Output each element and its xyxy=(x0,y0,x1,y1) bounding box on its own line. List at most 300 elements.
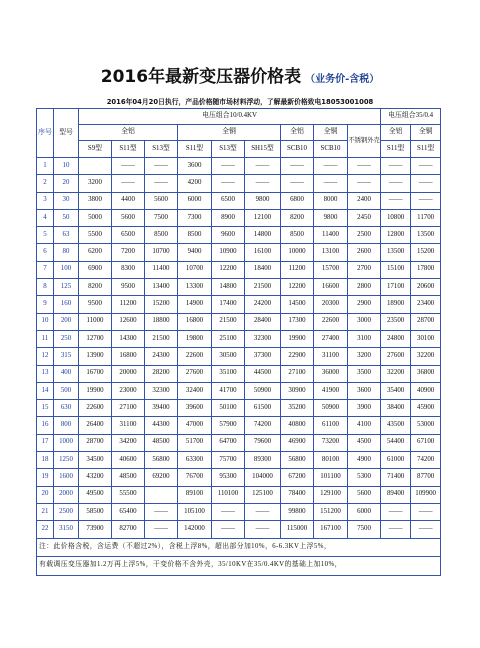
price-cell: 13900 xyxy=(79,348,112,365)
row-model: 20 xyxy=(54,175,79,192)
row-seq: 22 xyxy=(37,521,54,538)
table-row xyxy=(37,313,441,330)
price-cell: 12100 xyxy=(245,209,281,226)
price-cell: 104000 xyxy=(245,469,281,486)
row-model: 200 xyxy=(54,313,79,330)
price-cell: 67100 xyxy=(411,434,441,451)
price-cell: 21500 xyxy=(245,279,281,296)
price-cell: 32200 xyxy=(411,348,441,365)
table-row xyxy=(37,244,441,261)
price-cell: 9600 xyxy=(212,227,245,244)
price-cell: 167100 xyxy=(314,521,348,538)
price-cell: 48500 xyxy=(145,434,178,451)
price-cell: 7500 xyxy=(348,521,381,538)
price-cell: 11400 xyxy=(314,227,348,244)
price-cell: —— xyxy=(411,158,441,175)
table-row xyxy=(37,348,441,365)
price-cell: 20000 xyxy=(112,365,145,382)
price-cell: 79600 xyxy=(245,434,281,451)
price-cell: 44300 xyxy=(145,417,178,434)
table-row xyxy=(37,417,441,434)
price-cell: 14900 xyxy=(178,296,212,313)
dry-all-copper-header: 全铜 xyxy=(314,125,348,141)
row-model: 315 xyxy=(54,348,79,365)
row-model: 10 xyxy=(54,158,79,175)
price-cell: 38400 xyxy=(381,400,411,417)
price-cell: 9400 xyxy=(178,244,212,261)
price-cell: 80100 xyxy=(314,452,348,469)
price-cell: 8200 xyxy=(281,209,314,226)
price-cell: 6500 xyxy=(112,227,145,244)
effective-date-notice: 2016年04月20日执行，产品价格随市场材料浮动，了解最新价格致电18053001008 xyxy=(106,98,374,106)
price-cell: —— xyxy=(212,503,245,520)
price-cell: 13300 xyxy=(178,279,212,296)
price-cell: 14800 xyxy=(245,227,281,244)
row-seq: 16 xyxy=(37,417,54,434)
price-cell: 27600 xyxy=(178,365,212,382)
table-row xyxy=(37,279,441,296)
price-cell: —— xyxy=(411,192,441,209)
price-cell: 22600 xyxy=(314,313,348,330)
s9-al-header: S9型 xyxy=(79,141,112,158)
price-cell: 16100 xyxy=(245,244,281,261)
price-cell: 58500 xyxy=(79,503,112,520)
price-cell: 22600 xyxy=(178,348,212,365)
row-model: 630 xyxy=(54,400,79,417)
row-seq: 1 xyxy=(37,158,54,175)
price-cell: 89400 xyxy=(381,486,411,503)
page-title xyxy=(0,62,480,87)
price-cell: —— xyxy=(314,158,348,175)
price-cell: —— xyxy=(145,158,178,175)
row-seq: 21 xyxy=(37,503,54,520)
price-cell: 23000 xyxy=(112,382,145,399)
price-cell: 4100 xyxy=(348,417,381,434)
price-cell: 6000 xyxy=(348,503,381,520)
price-cell: 3600 xyxy=(178,158,212,175)
price-cell: 4400 xyxy=(112,192,145,209)
price-cell: 13400 xyxy=(145,279,178,296)
price-cell: 9500 xyxy=(112,279,145,296)
price-cell: 49500 xyxy=(79,486,112,503)
scb10-cu-header: SCB10 xyxy=(314,141,348,158)
price-cell: 7300 xyxy=(178,209,212,226)
price-cell xyxy=(145,486,178,503)
price-cell: 12700 xyxy=(79,330,112,347)
price-cell: 18900 xyxy=(381,296,411,313)
price-cell: 3600 xyxy=(348,382,381,399)
price-cell: 74200 xyxy=(411,452,441,469)
price-cell: 10900 xyxy=(212,244,245,261)
price-cell: —— xyxy=(381,175,411,192)
35kv-all-copper-header: 全铜 xyxy=(411,125,441,141)
price-cell: 8900 xyxy=(212,209,245,226)
row-seq: 19 xyxy=(37,469,54,486)
price-cell: 6900 xyxy=(79,261,112,278)
voltage-35kv-header: 电压组合35/0.4 xyxy=(381,109,441,125)
row-model: 1250 xyxy=(54,452,79,469)
price-cell: 14500 xyxy=(281,296,314,313)
row-model: 250 xyxy=(54,330,79,347)
s13-al-header: S13型 xyxy=(145,141,178,158)
price-cell: 17100 xyxy=(381,279,411,296)
price-cell: 110100 xyxy=(212,486,245,503)
price-cell: 18800 xyxy=(145,313,178,330)
price-cell: 23500 xyxy=(381,313,411,330)
row-model: 500 xyxy=(54,382,79,399)
price-cell: 11200 xyxy=(281,261,314,278)
price-cell: 2500 xyxy=(348,227,381,244)
voltage-10kv-header: 电压组合10/0.4KV xyxy=(79,109,381,125)
price-cell: —— xyxy=(245,521,281,538)
price-cell: 40900 xyxy=(411,382,441,399)
price-cell: 6800 xyxy=(281,192,314,209)
price-cell: 28200 xyxy=(145,365,178,382)
price-cell: —— xyxy=(145,503,178,520)
price-cell: 30100 xyxy=(411,330,441,347)
price-cell: 40600 xyxy=(112,452,145,469)
price-cell: 8500 xyxy=(281,227,314,244)
price-cell: 15100 xyxy=(381,261,411,278)
price-cell: —— xyxy=(145,175,178,192)
row-model: 1000 xyxy=(54,434,79,451)
price-cell: 3200 xyxy=(79,175,112,192)
table-row xyxy=(37,382,441,399)
s11-35kv-cu-header: S11型 xyxy=(411,141,441,158)
s13-cu-header: S13型 xyxy=(212,141,245,158)
table-row xyxy=(37,175,441,192)
price-cell: 74200 xyxy=(245,417,281,434)
price-cell: 10700 xyxy=(178,261,212,278)
price-cell: 32300 xyxy=(145,382,178,399)
price-cell: 3000 xyxy=(348,313,381,330)
row-model: 2000 xyxy=(54,486,79,503)
price-cell: 32200 xyxy=(381,365,411,382)
price-cell: —— xyxy=(112,175,145,192)
price-cell: 6200 xyxy=(79,244,112,261)
price-cell: 36000 xyxy=(314,365,348,382)
price-cell: 61100 xyxy=(314,417,348,434)
price-cell: 8000 xyxy=(314,192,348,209)
table-row xyxy=(37,296,441,313)
price-cell: 9800 xyxy=(245,192,281,209)
price-cell: 3100 xyxy=(348,330,381,347)
model-header: 型号 xyxy=(54,109,79,158)
price-cell: 6500 xyxy=(212,192,245,209)
price-cell: —— xyxy=(314,175,348,192)
row-model: 50 xyxy=(54,209,79,226)
row-model: 400 xyxy=(54,365,79,382)
price-cell: 101100 xyxy=(314,469,348,486)
price-cell: 16800 xyxy=(112,348,145,365)
price-cell: 30500 xyxy=(212,348,245,365)
price-cell: 37300 xyxy=(245,348,281,365)
price-cell: 9500 xyxy=(79,296,112,313)
price-cell: —— xyxy=(381,521,411,538)
price-cell: 27600 xyxy=(381,348,411,365)
row-model: 63 xyxy=(54,227,79,244)
row-seq: 4 xyxy=(37,209,54,226)
s11-35kv-al-header: S11型 xyxy=(381,141,411,158)
price-cell: 67200 xyxy=(281,469,314,486)
row-seq: 8 xyxy=(37,279,54,296)
price-cell: 43200 xyxy=(79,469,112,486)
price-cell: —— xyxy=(281,175,314,192)
price-cell: 20300 xyxy=(314,296,348,313)
price-cell: 17800 xyxy=(411,261,441,278)
price-cell: 24300 xyxy=(145,348,178,365)
price-cell: 14800 xyxy=(212,279,245,296)
row-seq: 18 xyxy=(37,452,54,469)
price-cell: 61500 xyxy=(245,400,281,417)
price-table xyxy=(36,108,441,576)
price-cell: 142000 xyxy=(178,521,212,538)
table-row xyxy=(37,434,441,451)
price-cell: 125100 xyxy=(245,486,281,503)
price-cell: 53000 xyxy=(411,417,441,434)
price-cell: 18400 xyxy=(245,261,281,278)
price-cell: 40800 xyxy=(281,417,314,434)
price-cell: 31100 xyxy=(314,348,348,365)
row-model: 80 xyxy=(54,244,79,261)
row-seq: 5 xyxy=(37,227,54,244)
price-cell: 11700 xyxy=(411,209,441,226)
price-cell: 95300 xyxy=(212,469,245,486)
price-cell: 73200 xyxy=(314,434,348,451)
price-cell: 4500 xyxy=(348,434,381,451)
row-model: 2500 xyxy=(54,503,79,520)
price-cell: 19800 xyxy=(178,330,212,347)
price-cell: 2800 xyxy=(348,279,381,296)
35kv-all-aluminum-header: 全铝 xyxy=(381,125,411,141)
price-cell: —— xyxy=(212,521,245,538)
price-cell: 21500 xyxy=(145,330,178,347)
table-row xyxy=(37,400,441,417)
price-cell: 8500 xyxy=(145,227,178,244)
oil-all-copper-header: 全铜 xyxy=(178,125,281,141)
price-cell: 25100 xyxy=(212,330,245,347)
price-cell: 36800 xyxy=(411,365,441,382)
price-cell: 27100 xyxy=(112,400,145,417)
price-cell: 109900 xyxy=(411,486,441,503)
price-cell: 15200 xyxy=(411,244,441,261)
price-cell: 5600 xyxy=(145,192,178,209)
price-cell: 78400 xyxy=(281,486,314,503)
table-row xyxy=(37,469,441,486)
row-seq: 10 xyxy=(37,313,54,330)
price-cell: 82700 xyxy=(112,521,145,538)
price-cell: 16600 xyxy=(314,279,348,296)
price-cell: 65400 xyxy=(112,503,145,520)
table-row xyxy=(37,486,441,503)
price-cell: 35100 xyxy=(212,365,245,382)
price-cell: 8300 xyxy=(112,261,145,278)
price-cell: 44500 xyxy=(245,365,281,382)
price-cell: 10800 xyxy=(381,209,411,226)
price-cell xyxy=(79,158,112,175)
price-cell: 13500 xyxy=(411,227,441,244)
price-cell: 5600 xyxy=(348,486,381,503)
row-model: 100 xyxy=(54,261,79,278)
row-model: 1600 xyxy=(54,469,79,486)
price-cell: 35200 xyxy=(281,400,314,417)
price-cell: 12200 xyxy=(212,261,245,278)
price-cell: 4900 xyxy=(348,452,381,469)
price-cell: —— xyxy=(381,158,411,175)
row-model: 3150 xyxy=(54,521,79,538)
price-cell: 23400 xyxy=(411,296,441,313)
price-cell: 3200 xyxy=(348,348,381,365)
title-subtitle: （业务价-含税） xyxy=(305,74,380,85)
price-cell: 3500 xyxy=(348,365,381,382)
price-cell: 4200 xyxy=(178,175,212,192)
price-cell: —— xyxy=(245,503,281,520)
price-cell: 99800 xyxy=(281,503,314,520)
price-cell: 75700 xyxy=(212,452,245,469)
note-line-1: 注：此价格含税，含运费（不超过2%），含税上浮8%，超出部分加10%，6-6.3KV上浮5%， xyxy=(37,538,441,557)
price-cell: 73900 xyxy=(79,521,112,538)
price-cell: 20600 xyxy=(411,279,441,296)
price-cell: 26400 xyxy=(79,417,112,434)
row-seq: 11 xyxy=(37,330,54,347)
price-cell: 47000 xyxy=(178,417,212,434)
price-cell: 115000 xyxy=(281,521,314,538)
price-cell: 41900 xyxy=(314,382,348,399)
price-cell: 6000 xyxy=(178,192,212,209)
price-cell: 27400 xyxy=(314,330,348,347)
row-seq: 12 xyxy=(37,348,54,365)
seq-header: 序号 xyxy=(37,109,54,158)
price-cell: —— xyxy=(348,158,381,175)
price-cell: 17300 xyxy=(281,313,314,330)
table-row xyxy=(37,521,441,538)
row-seq: 6 xyxy=(37,244,54,261)
row-seq: 9 xyxy=(37,296,54,313)
price-cell: 50900 xyxy=(245,382,281,399)
price-cell: 10700 xyxy=(145,244,178,261)
sh15-cu-header: SH15型 xyxy=(245,141,281,158)
price-cell: 32400 xyxy=(178,382,212,399)
price-cell: 8500 xyxy=(178,227,212,244)
price-cell: 105100 xyxy=(178,503,212,520)
price-cell: 32300 xyxy=(245,330,281,347)
price-cell: 30900 xyxy=(281,382,314,399)
price-cell: 2400 xyxy=(348,192,381,209)
price-cell: —— xyxy=(245,175,281,192)
price-cell: 15200 xyxy=(145,296,178,313)
price-cell: 50900 xyxy=(314,400,348,417)
price-cell: 87700 xyxy=(411,469,441,486)
price-cell: 10000 xyxy=(281,244,314,261)
price-cell: 56800 xyxy=(281,452,314,469)
price-cell: 89300 xyxy=(245,452,281,469)
price-cell: 12200 xyxy=(281,279,314,296)
table-row xyxy=(37,158,441,175)
price-cell: 39600 xyxy=(178,400,212,417)
price-cell: 54400 xyxy=(381,434,411,451)
price-cell: 11400 xyxy=(145,261,178,278)
table-row xyxy=(37,365,441,382)
price-cell: 71400 xyxy=(381,469,411,486)
price-cell: 28700 xyxy=(411,313,441,330)
table-row xyxy=(37,330,441,347)
price-cell: 69200 xyxy=(145,469,178,486)
scb10-al-header: SCB10 xyxy=(281,141,314,158)
price-cell: 50100 xyxy=(212,400,245,417)
price-cell: 8200 xyxy=(79,279,112,296)
price-cell: 35400 xyxy=(381,382,411,399)
price-cell: 61000 xyxy=(381,452,411,469)
price-cell: 12600 xyxy=(112,313,145,330)
price-cell: 63300 xyxy=(178,452,212,469)
price-cell: —— xyxy=(411,175,441,192)
table-row xyxy=(37,209,441,226)
price-cell: 24800 xyxy=(381,330,411,347)
price-cell: —— xyxy=(212,175,245,192)
price-cell: 21500 xyxy=(212,313,245,330)
price-cell: 2900 xyxy=(348,296,381,313)
price-cell: 129100 xyxy=(314,486,348,503)
price-cell: 55500 xyxy=(112,486,145,503)
price-cell: 12800 xyxy=(381,227,411,244)
table-row xyxy=(37,192,441,209)
title-text: 2016年最新变压器价格表 xyxy=(100,67,302,87)
note-line-2: 有载调压变压器加1.2万再上浮5%，干变价格不含外壳，35/10KV在35/0.4KV的基础上加10%， xyxy=(37,557,441,576)
stainless-shell-header: 不锈钢外壳 xyxy=(348,125,381,158)
table-row xyxy=(37,261,441,278)
row-seq: 14 xyxy=(37,382,54,399)
row-seq: 17 xyxy=(37,434,54,451)
price-cell: 16700 xyxy=(79,365,112,382)
price-cell: —— xyxy=(212,158,245,175)
table-row xyxy=(37,452,441,469)
price-cell: 5600 xyxy=(112,209,145,226)
price-cell: 15700 xyxy=(314,261,348,278)
price-cell: —— xyxy=(145,521,178,538)
price-cell: 24200 xyxy=(245,296,281,313)
price-cell: 51700 xyxy=(178,434,212,451)
row-seq: 15 xyxy=(37,400,54,417)
price-cell: —— xyxy=(381,192,411,209)
price-cell: 11200 xyxy=(112,296,145,313)
price-cell: 151200 xyxy=(314,503,348,520)
price-cell: 5000 xyxy=(79,209,112,226)
price-cell: —— xyxy=(281,158,314,175)
price-cell: 34200 xyxy=(112,434,145,451)
price-cell: —— xyxy=(411,503,441,520)
table-row xyxy=(37,503,441,520)
price-cell: 16800 xyxy=(178,313,212,330)
price-cell: —— xyxy=(245,158,281,175)
price-cell: 7500 xyxy=(145,209,178,226)
price-cell: 27100 xyxy=(281,365,314,382)
row-seq: 7 xyxy=(37,261,54,278)
price-cell: 22600 xyxy=(79,400,112,417)
table-row xyxy=(37,227,441,244)
price-cell: 7200 xyxy=(112,244,145,261)
price-cell: 22900 xyxy=(281,348,314,365)
price-cell: 28400 xyxy=(245,313,281,330)
row-model: 800 xyxy=(54,417,79,434)
price-cell: 17400 xyxy=(212,296,245,313)
price-cell: 13100 xyxy=(314,244,348,261)
price-cell: —— xyxy=(348,175,381,192)
oil-all-aluminum-header: 全铝 xyxy=(79,125,178,141)
s11-al-header: S11型 xyxy=(112,141,145,158)
price-cell: 19900 xyxy=(281,330,314,347)
price-cell: 11000 xyxy=(79,313,112,330)
row-model: 125 xyxy=(54,279,79,296)
